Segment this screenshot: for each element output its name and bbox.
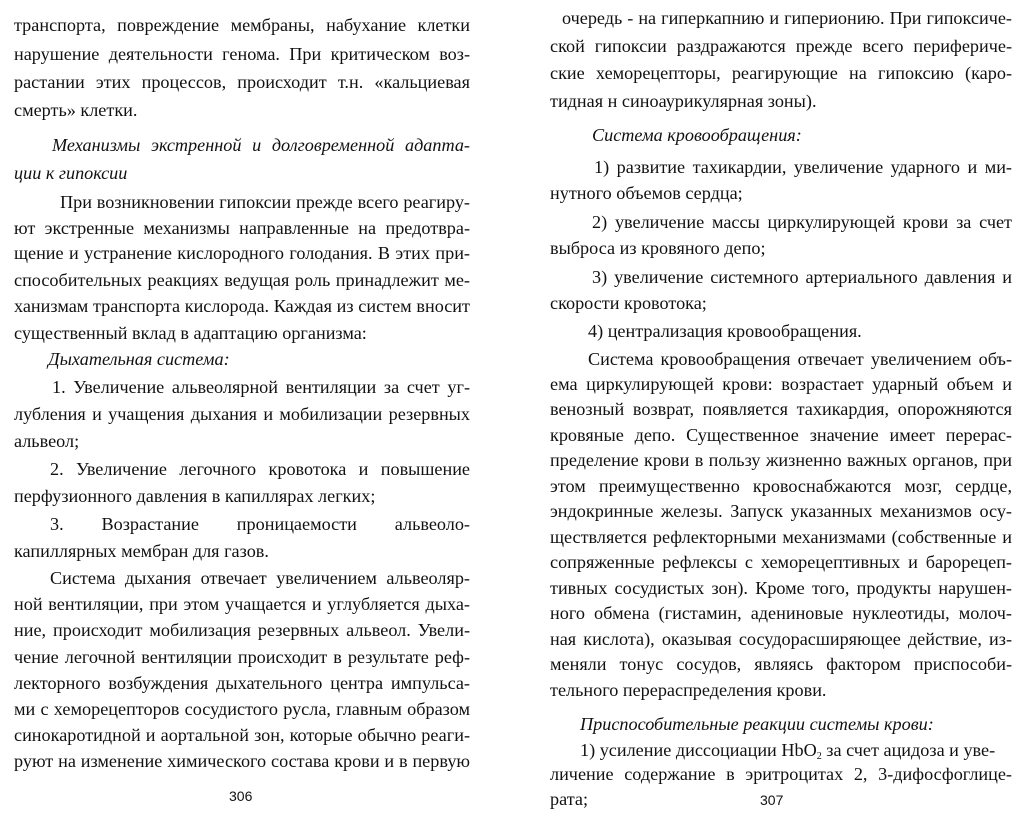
text-line: существенный вклад в адаптацию организма: <box>14 323 367 343</box>
list-item: 1. Увеличение альвеолярной вентиляции за счет уг- <box>52 377 470 397</box>
text-line: Система кровообращения отвечает увеличением объ- <box>588 349 1012 369</box>
section-heading: Механизмы экстренной и долговременной адапта- <box>52 135 470 155</box>
subsection-heading: Дыхательная система: <box>48 349 230 369</box>
text-line: личение содержание в эритроцитах 2, 3-дифосфоглице- <box>550 764 1012 784</box>
list-item: 2) увеличение массы циркулирующей крови за счет <box>592 212 1012 232</box>
text-line: венозный возврат, появляется тахикардия, опорожняются <box>550 399 1012 419</box>
text-line: тельного перераспределения крови. <box>550 680 827 700</box>
text-line: тидная н синоаурикулярная зоны). <box>550 91 817 111</box>
subsection-heading: Приспособительные реакции системы крови: <box>580 714 934 734</box>
text-line: тивных сосудистых зон). Кроме того, продукты нарушен- <box>550 578 1012 598</box>
text-line: транспорта, повреждение мембраны, набухание клетки <box>14 15 470 35</box>
text-line: чение легочной вентиляции происходит в результате реф- <box>14 647 470 667</box>
list-item: 4) централизация кровообращения. <box>588 321 862 341</box>
text-line: меняли тонус сосудов, являясь фактором приспособи- <box>550 654 1012 674</box>
text-line: скорости кровотока; <box>550 293 707 313</box>
page-number: 306 <box>229 788 253 804</box>
text-line: капиллярных мембран для газов. <box>14 541 269 561</box>
text-line: ного обмена (гистамин, адениновые нуклеотиды, молоч- <box>550 603 1012 623</box>
list-item-rest: за счет ацидоза и уве- <box>821 740 996 760</box>
text-line: щение и устранение кислородного голодания. В этих при- <box>14 243 470 263</box>
text-line: Система дыхания отвечает увеличением альвеоляр- <box>50 568 470 588</box>
section-heading: ции к гипоксии <box>14 163 128 183</box>
text-line: перфузионного давления в капиллярах легких; <box>14 486 376 506</box>
text-line: этом преимущественно кровоснабжаются мозг, сердце, <box>550 476 1012 496</box>
text-line: ние, происходит мобилизация резервных альвеол. Увели- <box>14 620 470 640</box>
text-line: ханизмам транспорта кислорода. Каждая из систем вносит <box>14 296 470 316</box>
text-line: ема циркулирующей крови: возрастает ударный объем и <box>550 374 1012 394</box>
subscript-2: 2 <box>816 751 822 762</box>
subsection-heading: Система кровообращения: <box>592 125 802 145</box>
text-line: ная кислота), оказывая сосудорасширяющее действие, из- <box>550 629 1012 649</box>
text-line: При возникновении гипоксии прежде всего реагиру- <box>60 192 470 212</box>
text-line: нутного объемов сердца; <box>550 183 743 203</box>
list-item: 1) развитие тахикардии, увеличение ударного и ми- <box>594 157 1012 177</box>
text-line: пределение крови в пользу жизненно важных органов, при <box>550 450 1012 470</box>
text-line: ют экстренные механизмы направленные на предотвра- <box>14 218 470 238</box>
text-line: лубления и учащения дыхания и мобилизации резервных <box>14 404 470 424</box>
text-line: способительных реакциях ведущая роль принадлежит ме- <box>14 270 470 290</box>
text-line: ми с хеморецепторов сосудистого русла, главным образом <box>14 699 470 719</box>
text-line: альвеол; <box>14 431 80 451</box>
text-line: рата; <box>550 789 588 809</box>
text-line: очередь - на гиперкапнию и гиперионию. При гипоксиче- <box>562 8 1012 28</box>
list-item <box>550 738 1012 762</box>
text-line: синокаротидной и аортальной зон, которые обычно реаги- <box>14 725 470 745</box>
list-item: 3. Возрастание проницаемости альвеоло- <box>50 514 470 534</box>
text-line: эндокринные железы. Запуск указанных механизмов осу- <box>550 501 1012 521</box>
text-line: ские хеморецепторы, реагирующие на гипоксию (каро- <box>550 63 1012 83</box>
text-line: выброса из кровяного депо; <box>550 238 766 258</box>
list-item: 2. Увеличение легочного кровотока и повышение <box>50 459 470 479</box>
text-line: ной вентиляции, при этом учащается и углубляется дыха- <box>14 594 470 614</box>
page-number: 307 <box>760 792 784 808</box>
text-line: растании этих процессов, происходит т.н. «кальциевая <box>14 72 470 92</box>
list-item: 3) увеличение системного артериального давления и <box>592 267 1012 287</box>
text-line: лекторного возбуждения дыхательного центра импульса- <box>14 673 470 693</box>
text-line: ской гипоксии раздражаются прежде всего периферичe- <box>550 36 1012 56</box>
text-line: нарушение деятельности генома. При критическом воз- <box>14 44 470 64</box>
text-line: ществляется рефлекторными механизмами (собственные и <box>550 527 1012 547</box>
text-line: руют на изменение химического состава крови и в первую <box>14 751 470 771</box>
hbo2-text: 1) усиление диссоциации HbO <box>580 740 817 760</box>
text-line: кровяные депо. Существенное значение имеет перерас- <box>550 425 1012 445</box>
text-line: сопряженные рефлексы с хеморецептивных и барорецеп- <box>550 552 1012 572</box>
text-line: смерть» клетки. <box>14 100 138 120</box>
